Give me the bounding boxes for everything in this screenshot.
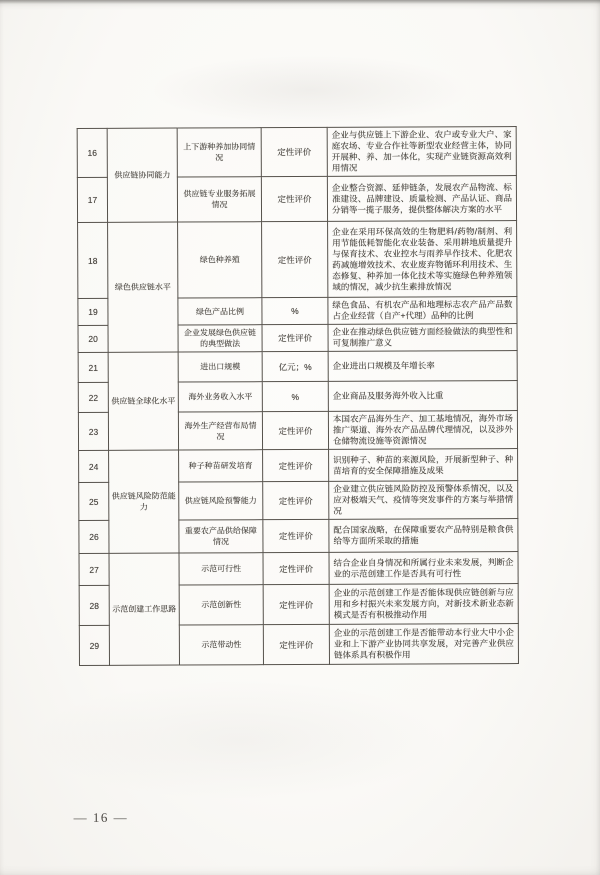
description-cell: 识别种子、种苗的来源风险，开展新型种子、种苗培育的安全保障措施及成果: [329, 449, 518, 482]
method-cell: 定性评价: [263, 584, 329, 624]
row-number: 16: [77, 128, 107, 177]
row-number: 19: [78, 298, 108, 325]
method-cell: 亿元；%: [262, 351, 328, 381]
indicator-cell: 重要农产品供给保障情况: [179, 520, 263, 553]
row-number: 18: [78, 222, 108, 298]
method-cell: 定性评价: [262, 324, 328, 351]
indicator-cell: 企业发展绿色供应链的典型做法: [178, 325, 262, 352]
description-cell: 配合国家战略，在保障重要农产品特别是粮食供给等方面所采取的措施: [329, 519, 518, 553]
row-number: 22: [78, 382, 108, 412]
method-cell: 定性评价: [263, 449, 329, 481]
table-row: [79, 449, 518, 483]
category-cell: 绿色供应链水平: [108, 222, 179, 352]
description-cell: 企业与供应链上下游企业、农户或专业大户、家庭农场、专业合作社等新型农业经营主体，协同开展种、养、加一体化，实现产业链资源高效利用情况: [327, 127, 516, 177]
table-row: [79, 552, 518, 586]
indicator-cell: 示范带动性: [179, 625, 263, 665]
indicator-cell: 种子种苗研发培育: [179, 450, 263, 482]
method-cell: %: [262, 381, 328, 411]
description-cell: 企业整合资源、延伸链条，发展农产品物流、标准建设、品牌建设、质量检测、产品认证、商品分销等一揽子服务，提供整体解决方案的水平: [327, 176, 516, 222]
method-cell: 定性评价: [262, 411, 328, 449]
method-cell: %: [262, 297, 328, 324]
description-cell: 企业建立供应链风险防控及预警体系情况，以及应对极端天气、疫情等突发事件的方案与举措情况: [329, 481, 518, 520]
row-number: 25: [79, 482, 109, 520]
indicator-cell: 海外生产经营布局情况: [178, 412, 262, 450]
description-cell: 绿色食品、有机农产品和地理标志农产品产品数占企业经营（自产+代理）品种的比例: [328, 297, 517, 325]
description-cell: 企业商品及服务海外收入比重: [328, 381, 517, 412]
method-cell: 定性评价: [261, 127, 327, 176]
method-cell: 定性评价: [263, 519, 329, 552]
category-cell: 供应链协同能力: [107, 128, 177, 222]
description-cell: 企业的示范创建工作是否能带动本行业大中小企业和上下游产业协同共享发展，对完善产业供应链体系具有积极作用: [329, 624, 518, 665]
evaluation-indicator-table: [77, 126, 519, 666]
indicator-cell: 供应链风险预警能力: [179, 482, 263, 520]
method-cell: 定性评价: [263, 624, 329, 664]
method-cell: 定性评价: [263, 481, 329, 519]
indicator-cell: 绿色种养殖: [178, 222, 262, 298]
row-number: 29: [79, 625, 109, 665]
row-number: 17: [77, 177, 107, 222]
indicator-cell: 供应链专业服务拓展情况: [177, 177, 261, 222]
row-number: 24: [79, 450, 109, 482]
description-cell: 结合企业自身情况和所属行业未来发展，判断企业的示范创建工作是否具有可行性: [329, 552, 518, 585]
indicator-cell: 进出口规模: [178, 352, 262, 382]
description-cell: 企业进出口规模及年增长率: [328, 351, 517, 382]
row-number: 20: [78, 325, 108, 352]
category-cell: 示范创建工作思路: [109, 553, 179, 665]
category-cell: 供应链风险防范能力: [109, 450, 179, 553]
row-number: 23: [78, 412, 108, 450]
indicator-cell: 绿色产品比例: [178, 298, 262, 325]
description-cell: 本国农产品海外生产、加工基地情况，海外市场推广渠道、海外农产品品牌代理情况，以及涉外仓储物流设施等资源情况: [328, 411, 517, 450]
indicator-cell: 海外业务收入水平: [178, 382, 262, 412]
table-row: [77, 127, 516, 178]
category-cell: 供应链全球化水平: [108, 352, 178, 450]
method-cell: 定性评价: [261, 176, 327, 221]
description-cell: 企业在采用环保高效的生物肥料/药物/制剂、利用节能低耗智能化农业装备、采用耕地质量提升与保育技术、农业控水与雨养旱作技术、化肥农药减施增效技术、农业废弃物循环利用技术、生态修复、种养加一体化技术等实施绿色种养殖领域的情况，减少抗生素排放情况: [328, 221, 517, 298]
indicator-cell: 上下游种养加协同情况: [177, 128, 261, 177]
indicator-cell: 示范创新性: [179, 585, 263, 625]
page-number: — 16 —: [73, 809, 129, 825]
row-number: 28: [79, 585, 109, 625]
row-number: 26: [79, 520, 109, 553]
description-cell: 企业在推动绿色供应链方面经验做法的典型性和可复制推广意义: [328, 324, 517, 352]
method-cell: 定性评价: [262, 221, 328, 297]
table-row: [78, 351, 517, 383]
table-row: [78, 221, 517, 299]
method-cell: 定性评价: [263, 552, 329, 584]
indicator-cell: 示范可行性: [179, 553, 263, 585]
row-number: 21: [78, 352, 108, 382]
row-number: 27: [79, 553, 109, 585]
description-cell: 企业的示范创建工作是否能体现供应链创新与应用和乡村振兴未来发展方向，对新技术新业态新模式是否有积极推动作用: [329, 584, 518, 625]
